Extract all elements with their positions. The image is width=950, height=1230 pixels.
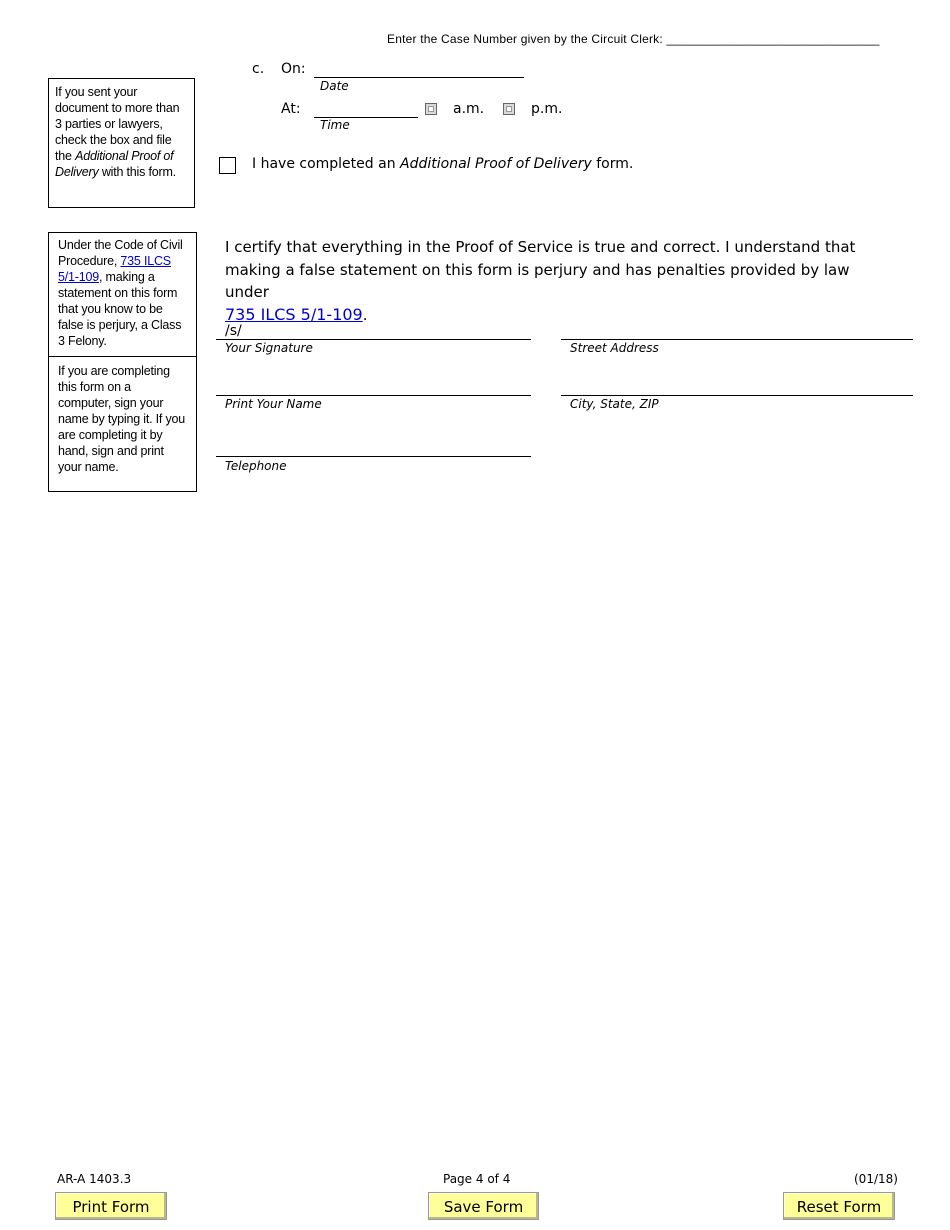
additional-proof-emphasis: Additional Proof of Delivery bbox=[400, 156, 592, 172]
side-note-1-end: with this form. bbox=[98, 165, 176, 179]
save-form-button[interactable]: Save Form bbox=[428, 1192, 539, 1220]
city-state-zip-caption: City, State, ZIP bbox=[570, 397, 659, 411]
side-note-2-end: , making a statement on this form that you know to be false is perjury, a Class 3 Felony. bbox=[58, 270, 182, 348]
street-address-field[interactable] bbox=[561, 339, 913, 340]
telephone-caption: Telephone bbox=[225, 459, 287, 473]
at-label: At: bbox=[281, 101, 301, 117]
revision-date: (01/18) bbox=[854, 1172, 898, 1186]
time-caption: Time bbox=[320, 118, 350, 132]
certification-end: . bbox=[362, 305, 368, 324]
side-note-1-text: If you sent your document to more than 3 parties or lawyers, check the box and file the bbox=[55, 85, 180, 163]
certification-statement bbox=[225, 236, 897, 326]
side-note-perjury bbox=[48, 232, 197, 356]
side-note-2-text: Under the Code of Civil Procedure, bbox=[58, 238, 183, 268]
side-note-2-statute-link[interactable]: 735 ILCS 5/1-109 bbox=[58, 254, 171, 284]
signature-field[interactable] bbox=[216, 339, 531, 340]
pm-label: p.m. bbox=[531, 101, 563, 117]
certification-text: I certify that everything in the Proof of Service is true and correct. I understand that making a false statement on this form is perjury and has penalties provided by law under bbox=[225, 238, 856, 301]
street-address-caption: Street Address bbox=[570, 341, 659, 355]
city-state-zip-field[interactable] bbox=[561, 395, 913, 396]
case-number-label: Enter the Case Number given by the Circuit Clerk: _______________________________ bbox=[387, 32, 880, 46]
additional-proof-label bbox=[252, 156, 633, 172]
print-form-button[interactable]: Print Form bbox=[55, 1192, 167, 1220]
print-name-caption: Print Your Name bbox=[225, 397, 322, 411]
form-id: AR-A 1403.3 bbox=[57, 1172, 132, 1186]
telephone-field[interactable] bbox=[216, 456, 531, 457]
pm-checkbox[interactable] bbox=[503, 103, 515, 115]
am-label: a.m. bbox=[453, 101, 485, 117]
reset-form-button[interactable]: Reset Form bbox=[783, 1192, 895, 1220]
signature-caption: Your Signature bbox=[225, 341, 313, 355]
additional-proof-checkbox[interactable] bbox=[219, 157, 236, 174]
side-note-3-text: If you are completing this form on a computer, sign your name by typing it. If you are completing it by hand, sign and print your name. bbox=[58, 364, 186, 474]
date-caption: Date bbox=[320, 79, 349, 93]
signature-value: /s/ bbox=[225, 323, 242, 339]
additional-proof-text: I have completed an bbox=[252, 156, 401, 172]
page-number: Page 4 of 4 bbox=[443, 1172, 511, 1186]
print-name-field[interactable] bbox=[216, 395, 531, 396]
side-note-1-emphasis: Additional Proof of Delivery bbox=[55, 149, 174, 179]
on-label: On: bbox=[281, 61, 306, 77]
side-note-signing bbox=[48, 356, 197, 492]
date-field[interactable] bbox=[314, 77, 524, 78]
side-note-additional-proof bbox=[48, 78, 195, 208]
am-checkbox[interactable] bbox=[425, 103, 437, 115]
additional-proof-end: form. bbox=[591, 156, 634, 172]
certification-statute-link[interactable]: 735 ILCS 5/1-109 bbox=[225, 304, 363, 324]
item-letter: c. bbox=[252, 61, 265, 77]
